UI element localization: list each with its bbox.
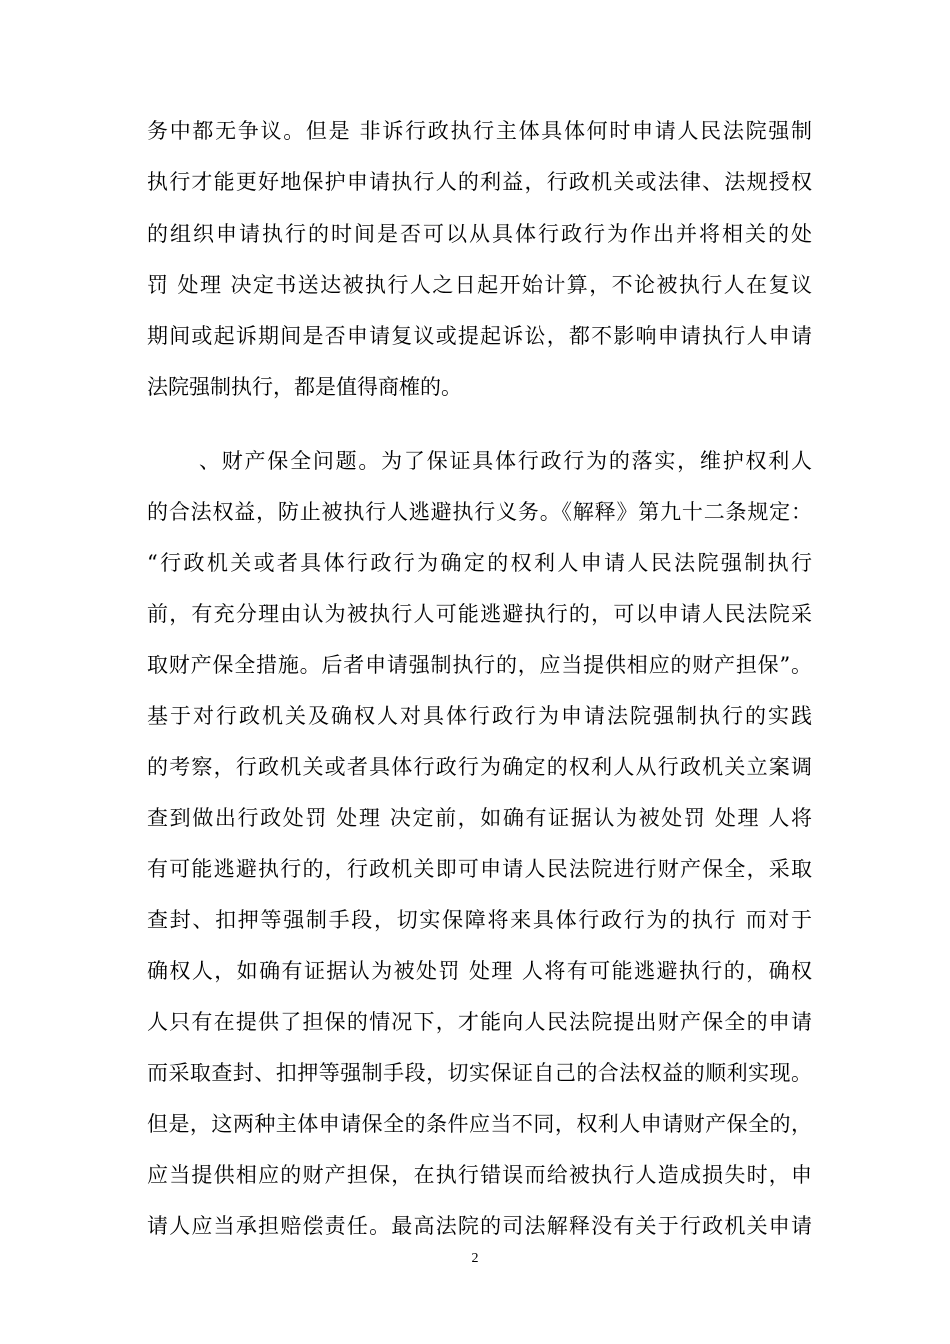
text-line: 取财产保全措施。后者申请强制执行的，应当提供相应的财产担保”。: [147, 653, 812, 677]
text-line: 确权人，如确有证据认为被处罚 处理 人将有可能逃避执行的，确权: [147, 959, 812, 983]
text-line: 而采取查封、扣押等强制手段，切实保证自己的合法权益的顺利实现。: [147, 1061, 812, 1085]
text-line: 的考察，行政机关或者具体行政行为确定的权利人从行政机关立案调: [147, 755, 812, 779]
text-line: 应当提供相应的财产担保，在执行错误而给被执行人造成损失时，申: [147, 1163, 812, 1187]
text-line: 的合法权益，防止被执行人逃避执行义务。《解释》第九十二条规定：: [147, 500, 812, 524]
text-line: 查到做出行政处罚 处理 决定前，如确有证据认为被处罚 处理 人将: [147, 806, 812, 830]
text-line: 请人应当承担赔偿责任。最高法院的司法解释没有关于行政机关申请: [147, 1214, 812, 1238]
text-line: 但是，这两种主体申请保全的条件应当不同，权利人申请财产保全的，: [147, 1112, 812, 1136]
text-line: 前，有充分理由认为被执行人可能逃避执行的，可以申请人民法院采: [147, 602, 812, 626]
text-line: “行政机关或者具体行政行为确定的权利人申请人民法院强制执行: [147, 551, 812, 575]
text-line: 期间或起诉期间是否申请复议或提起诉讼，都不影响申请执行人申请: [147, 324, 812, 348]
text-line: 人只有在提供了担保的情况下，才能向人民法院提出财产保全的申请: [147, 1010, 812, 1034]
text-line: 有可能逃避执行的，行政机关即可申请人民法院进行财产保全，采取: [147, 857, 812, 881]
text-line: 罚 处理 决定书送达被执行人之日起开始计算，不论被执行人在复议: [147, 273, 812, 297]
paragraph-first-line: 、财产保全问题。为了保证具体行政行为的落实，维护权利人: [199, 449, 812, 473]
text-line: 的组织申请执行的时间是否可以从具体行政行为作出并将相关的处: [147, 222, 812, 246]
text-line: 基于对行政机关及确权人对具体行政行为申请法院强制执行的实践: [147, 704, 812, 728]
text-line: 务中都无争议。但是 非诉行政执行主体具体何时申请人民法院强制: [147, 119, 812, 143]
text-line: 查封、扣押等强制手段，切实保障将来具体行政行为的执行 而对于: [147, 908, 812, 932]
page-number: 2: [471, 1251, 479, 1266]
text-line: 法院强制执行，都是值得商榷的。: [147, 375, 462, 399]
text-line: 执行才能更好地保护申请执行人的利益，行政机关或法律、法规授权: [147, 170, 812, 194]
